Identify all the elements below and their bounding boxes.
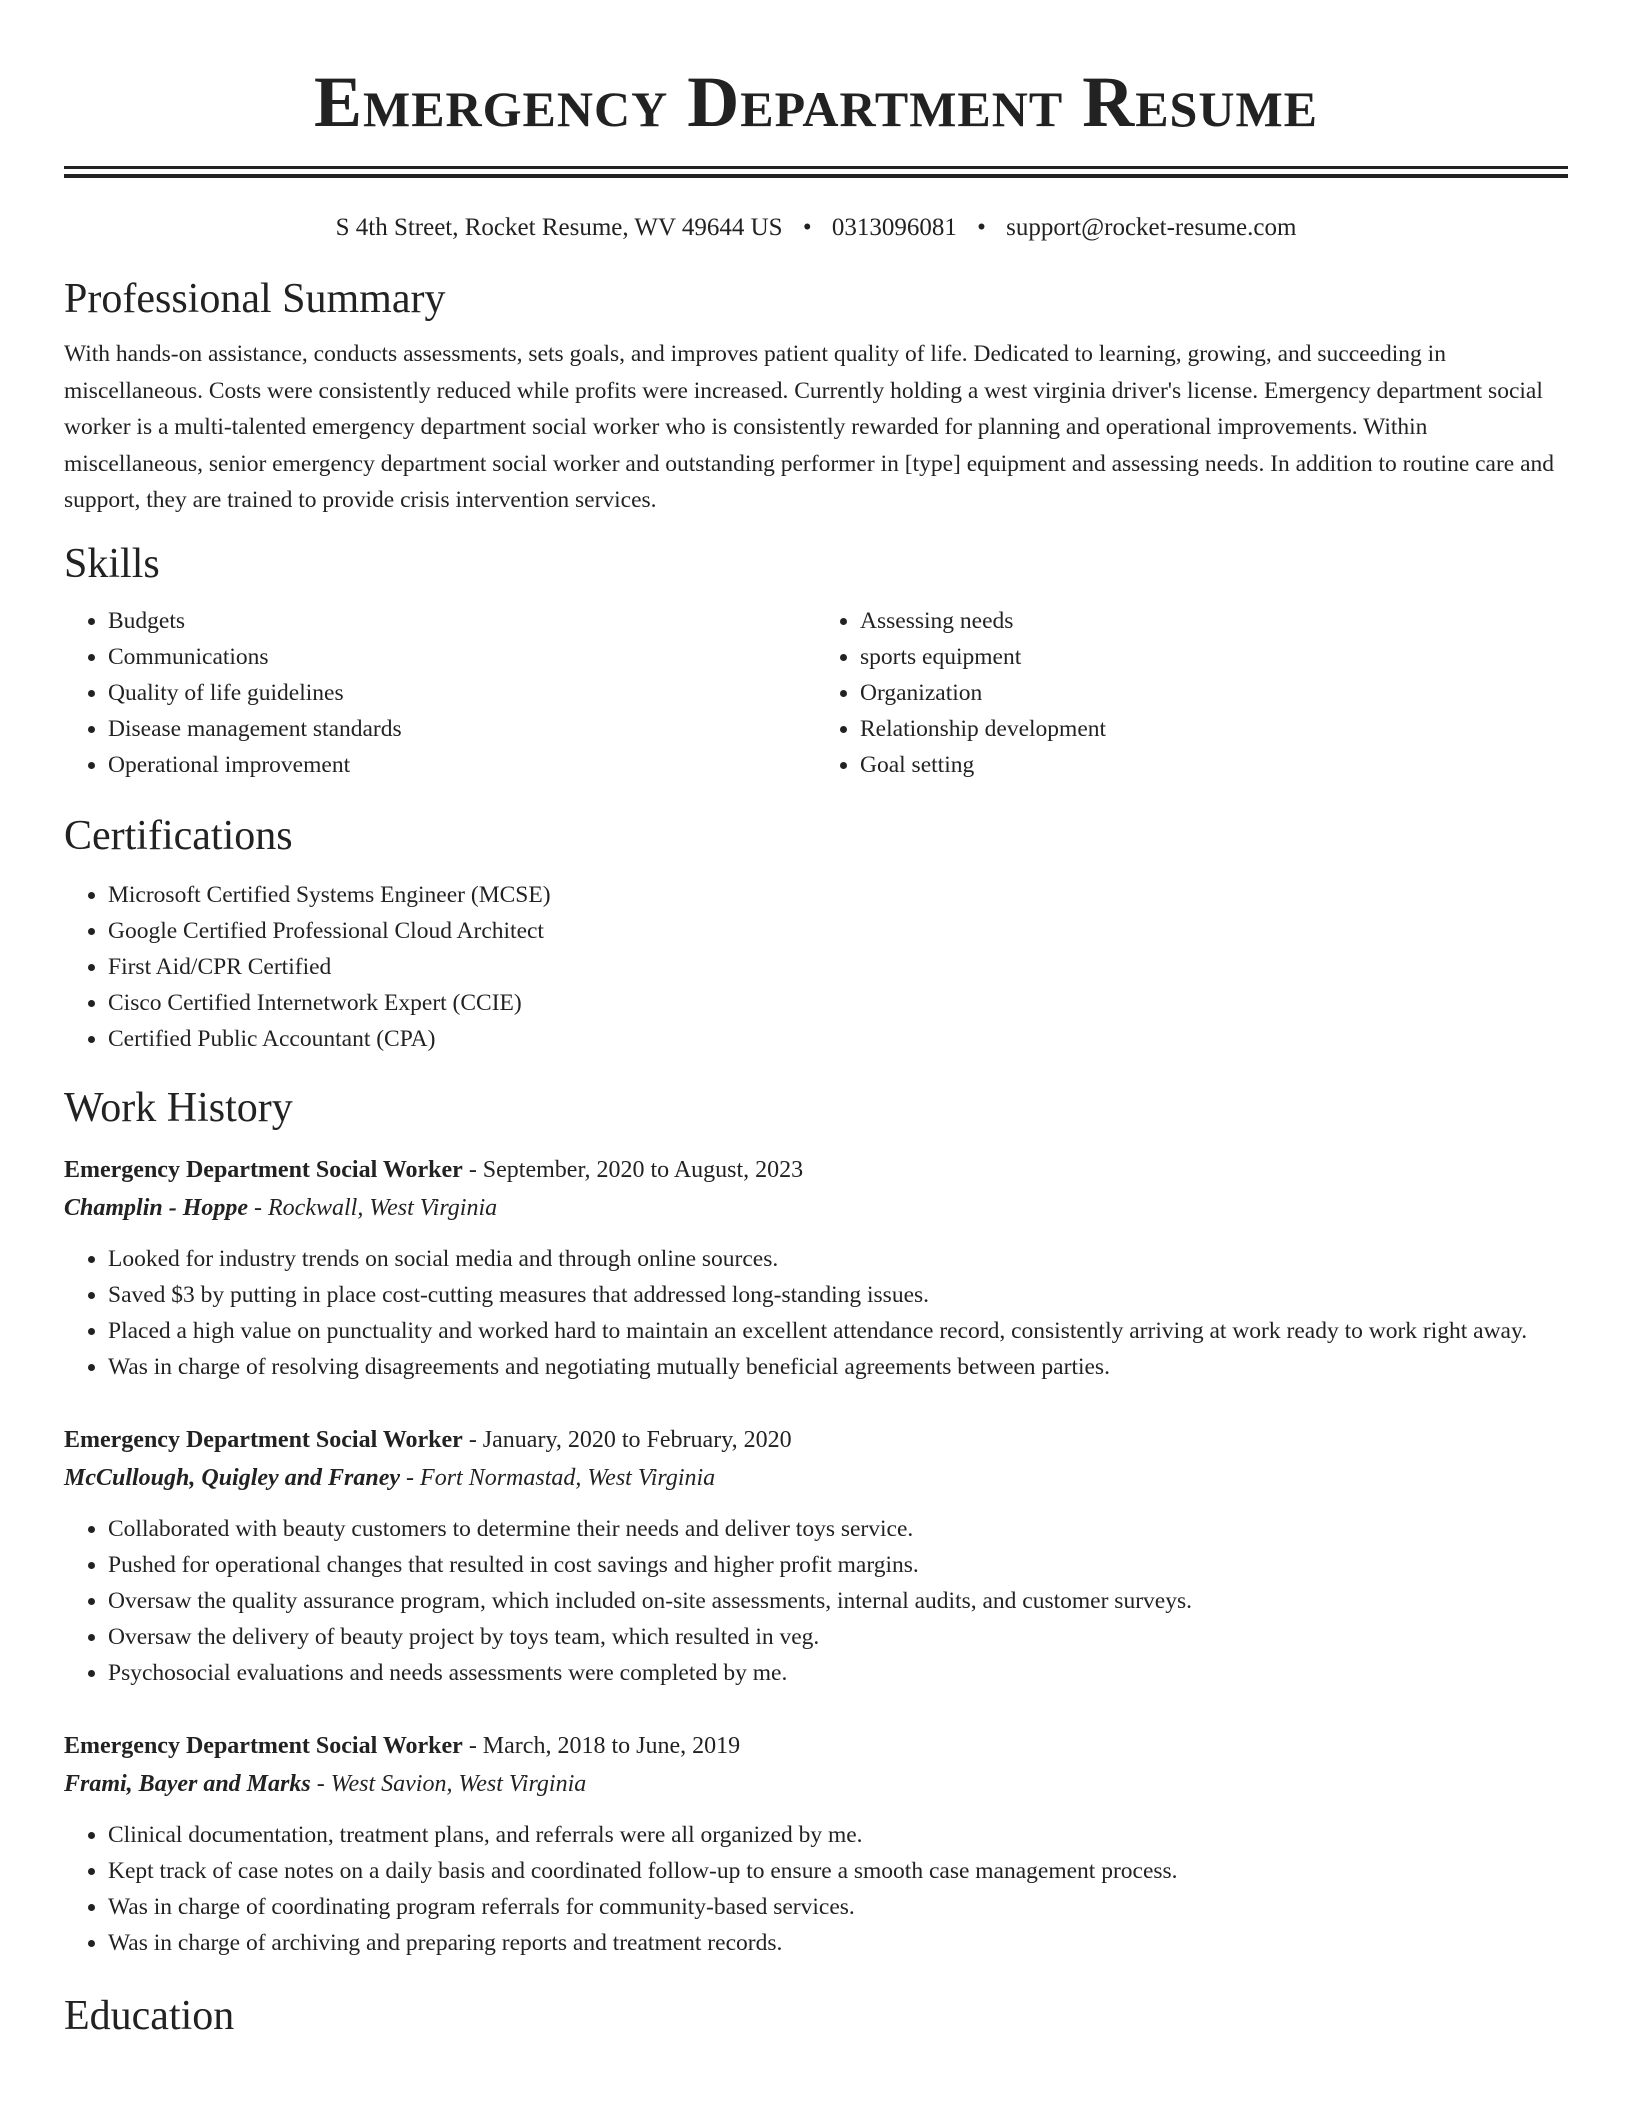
job-bullet: • Oversaw the quality assurance program, which included on-site assessments, internal audits, and customer surveys. [108,1583,1568,1619]
job-bullet: • Psychosocial evaluations and needs assessments were completed by me. [108,1655,1568,1691]
job-company: Frami, Bayer and Marks [64,1770,311,1797]
skill-item: • Organization [860,675,1568,711]
job-bullet: • Was in charge of coordinating program referrals for community-based services. [108,1889,1568,1925]
job-bullet: • Placed a high value on punctuality and worked hard to maintain an excellent attendance record, consistently arriving at work ready to work right away. [108,1313,1568,1349]
skill-item: • sports equipment [860,639,1568,675]
job-title: Emergency Department Social Worker [64,1156,463,1183]
resume-page [64,0,1568,2041]
certification-item: • First Aid/CPR Certified [108,949,1568,985]
contact-email: support@rocket-resume.com [1006,214,1297,241]
job-location: - West Savion, West Virginia [310,1770,587,1797]
skills-heading: Skills [64,540,160,587]
job-entry [64,1727,1568,1961]
skill-item: • Relationship development [860,711,1568,747]
job-bullets [64,1817,1568,1961]
certifications-list [64,877,1568,1057]
job-bullet: • Clinical documentation, treatment plans, and referrals were all organized by me. [108,1817,1568,1853]
certification-item: • Google Certified Professional Cloud Architect [108,913,1568,949]
job-bullet: • Looked for industry trends on social media and through online sources. [108,1241,1568,1277]
job-bullet: • Was in charge of archiving and preparing reports and treatment records. [108,1925,1568,1961]
job-header [64,1727,1568,1765]
contact-address: S 4th Street, Rocket Resume, WV 49644 US [335,214,783,241]
skill-item: • Goal setting [860,747,1568,783]
job-dates: - September, 2020 to August, 2023 [462,1156,804,1183]
job-bullet: • Oversaw the delivery of beauty project by toys team, which resulted in veg. [108,1619,1568,1655]
job-location: - Fort Normastad, West Virginia [400,1464,716,1491]
job-employer [64,1189,1568,1227]
skills-list [64,603,1568,783]
title-rule-bottom [64,174,1568,178]
work-history-heading: Work History [64,1084,293,1131]
job-bullets [64,1241,1568,1385]
job-bullets [64,1511,1568,1691]
skill-item: • Disease management standards [108,711,816,747]
contact-line [64,212,1568,244]
education-heading: Education [64,1992,235,2039]
skills-column-left [64,603,816,783]
resume-title: Emergency Department Resume [313,62,1319,142]
contact-phone: 0313096081 [831,214,957,241]
job-entry [64,1151,1568,1385]
contact-separator: • [802,214,812,241]
job-title: Emergency Department Social Worker [64,1732,463,1759]
job-dates: - January, 2020 to February, 2020 [462,1426,792,1453]
job-entry [64,1421,1568,1691]
job-bullet: • Was in charge of resolving disagreements and negotiating mutually beneficial agreements between parties. [108,1349,1568,1385]
job-title: Emergency Department Social Worker [64,1426,463,1453]
title-rule-top [64,166,1568,169]
summary-text: With hands-on assistance, conducts assessments, sets goals, and improves patient quality of life. Dedicated to learning, growing, and succeeding in miscellaneous. Costs were consistently reduced while profits were increased. Currently holding a west virginia driver's license. Emergency department social worker is a multi-talented emergency department social worker who is consistently rewarded for planning and operational improvements. Within miscellaneous, senior emergency department social worker and outstanding performer in [type] equipment and assessing needs. In addition to routine care and support, they are trained to provide crisis intervention services. [64,341,1555,513]
job-header [64,1421,1568,1459]
skill-item: • Communications [108,639,816,675]
certification-item: • Cisco Certified Internetwork Expert (CCIE) [108,985,1568,1021]
job-company: McCullough, Quigley and Franey [64,1464,401,1491]
job-bullet: • Pushed for operational changes that resulted in cost savings and higher profit margins. [108,1547,1568,1583]
job-company: Champlin - Hoppe [64,1194,249,1221]
summary-heading: Professional Summary [64,276,446,322]
job-bullet: • Kept track of case notes on a daily basis and coordinated follow-up to ensure a smooth case management process. [108,1853,1568,1889]
job-header [64,1151,1568,1189]
skills-column-right [816,603,1568,783]
job-bullet: • Collaborated with beauty customers to determine their needs and deliver toys service. [108,1511,1568,1547]
job-employer [64,1765,1568,1803]
skill-item: • Budgets [108,603,816,639]
job-bullet: • Saved $3 by putting in place cost-cutting measures that addressed long-standing issues. [108,1277,1568,1313]
skill-item: • Quality of life guidelines [108,675,816,711]
certification-item: • Certified Public Accountant (CPA) [108,1021,1568,1057]
skill-item: • Operational improvement [108,747,816,783]
job-location: - Rockwall, West Virginia [248,1194,498,1221]
job-employer [64,1459,1568,1497]
certification-item: • Microsoft Certified Systems Engineer (MCSE) [108,877,1568,913]
job-dates: - March, 2018 to June, 2019 [462,1732,741,1759]
skill-item: • Assessing needs [860,603,1568,639]
contact-separator: • [977,214,986,241]
certifications-heading: Certifications [64,812,293,859]
